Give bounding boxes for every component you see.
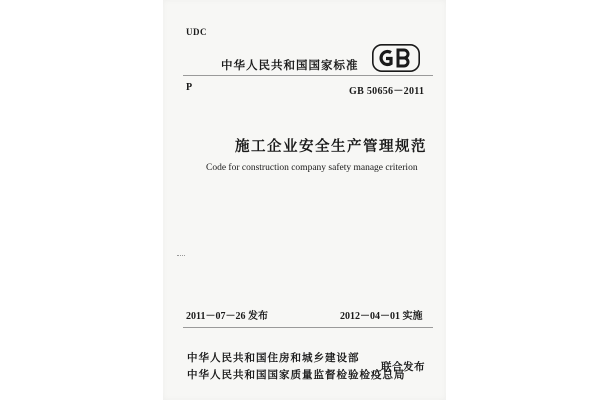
implementation-date: 2012－04－01 实施 (340, 311, 423, 322)
national-standard-heading: 中华人民共和国国家标准 (221, 58, 359, 72)
header-rule (183, 75, 433, 76)
joint-issue-label: 联合发布 (381, 361, 425, 373)
issue-date: 2011－07－26 发布 (186, 311, 268, 322)
footer-rule (183, 327, 433, 328)
issuer-line-2: 中华人民共和国国家质量监督检验检疫总局 (187, 369, 406, 381)
margin-mark (177, 255, 185, 256)
title-chinese: 施工企业安全生产管理规范 (235, 139, 427, 155)
issuer-line-1: 中华人民共和国住房和城乡建设部 (187, 352, 360, 364)
gb-logo-icon (372, 44, 420, 72)
title-english: Code for construction company safety manage criterion (206, 163, 418, 173)
standard-code: GB 50656－2011 (349, 86, 425, 97)
udc-label: UDC (186, 27, 207, 37)
category-code: P (186, 82, 193, 93)
